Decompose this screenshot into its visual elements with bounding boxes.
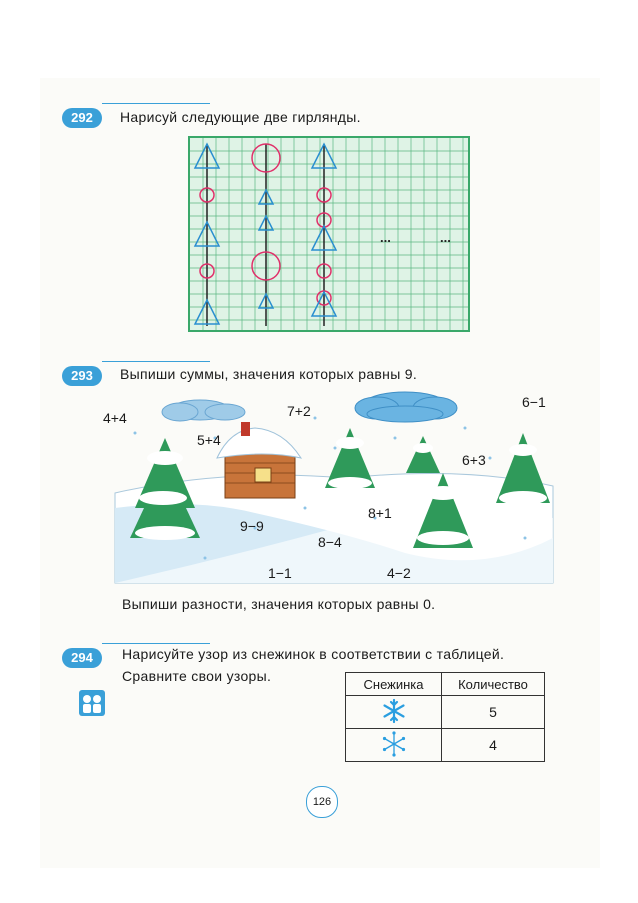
garland-drawing xyxy=(190,138,468,330)
log-house xyxy=(217,422,301,498)
expression-8-plus-1: 8+1 xyxy=(368,505,392,521)
garland-grid xyxy=(188,136,470,332)
task-294-rule xyxy=(102,643,210,644)
expression-4-minus-2: 4−2 xyxy=(387,565,411,581)
expression-5-plus-4: 5+4 xyxy=(197,432,221,448)
task-294-instruction-line1: Нарисуйте узор из снежинок в соответствии с таблицей. xyxy=(122,646,505,662)
winter-scene-illustration xyxy=(105,388,555,593)
table-cell-count: 4 xyxy=(442,729,545,762)
pair-work-icon xyxy=(79,690,105,716)
table-header-count: Количество xyxy=(442,673,545,696)
task-294-instruction-line2: Сравните свои узоры. xyxy=(122,668,272,684)
expression-1-minus-1: 1−1 xyxy=(268,565,292,581)
task-292-instruction: Нарисуй следующие две гирлянды. xyxy=(120,109,361,125)
expression-7-plus-2: 7+2 xyxy=(287,403,311,419)
table-cell-count: 5 xyxy=(442,696,545,729)
expression-4-plus-4: 4+4 xyxy=(103,410,127,426)
garland-2 xyxy=(252,144,280,326)
expression-6-plus-3: 6+3 xyxy=(462,452,486,468)
table-row xyxy=(346,696,545,729)
snowflake-icon xyxy=(381,698,407,724)
table-row xyxy=(346,729,545,762)
garland-1 xyxy=(195,144,219,326)
fir-tree-right xyxy=(496,433,550,505)
snowflake-table xyxy=(345,672,545,762)
task-292-rule xyxy=(102,103,210,104)
task-293-rule xyxy=(102,361,210,362)
task-293-badge: 293 xyxy=(62,366,102,386)
fir-tree-small xyxy=(406,436,440,473)
task-293-instruction-diffs: Выпиши разности, значения которых равны 0. xyxy=(122,596,436,612)
ellipsis-1: ... xyxy=(380,230,391,245)
task-294-badge: 294 xyxy=(62,648,102,668)
snowflake-thin-icon xyxy=(381,731,407,757)
ellipsis-2: ... xyxy=(440,230,451,245)
cloud-right xyxy=(355,392,457,422)
table-cell-icon xyxy=(346,696,442,729)
garland-3 xyxy=(312,144,336,326)
cloud-left xyxy=(162,400,245,421)
page-number: 126 xyxy=(306,786,338,818)
expression-8-minus-4: 8−4 xyxy=(318,534,342,550)
task-293-instruction-sums: Выпиши суммы, значения которых равны 9. xyxy=(120,366,418,382)
table-cell-icon xyxy=(346,729,442,762)
expression-9-minus-9: 9−9 xyxy=(240,518,264,534)
table-header-snowflake: Снежинка xyxy=(346,673,442,696)
task-292-badge: 292 xyxy=(62,108,102,128)
fir-tree-mid xyxy=(325,428,375,489)
expression-6-minus-1: 6−1 xyxy=(522,394,546,410)
